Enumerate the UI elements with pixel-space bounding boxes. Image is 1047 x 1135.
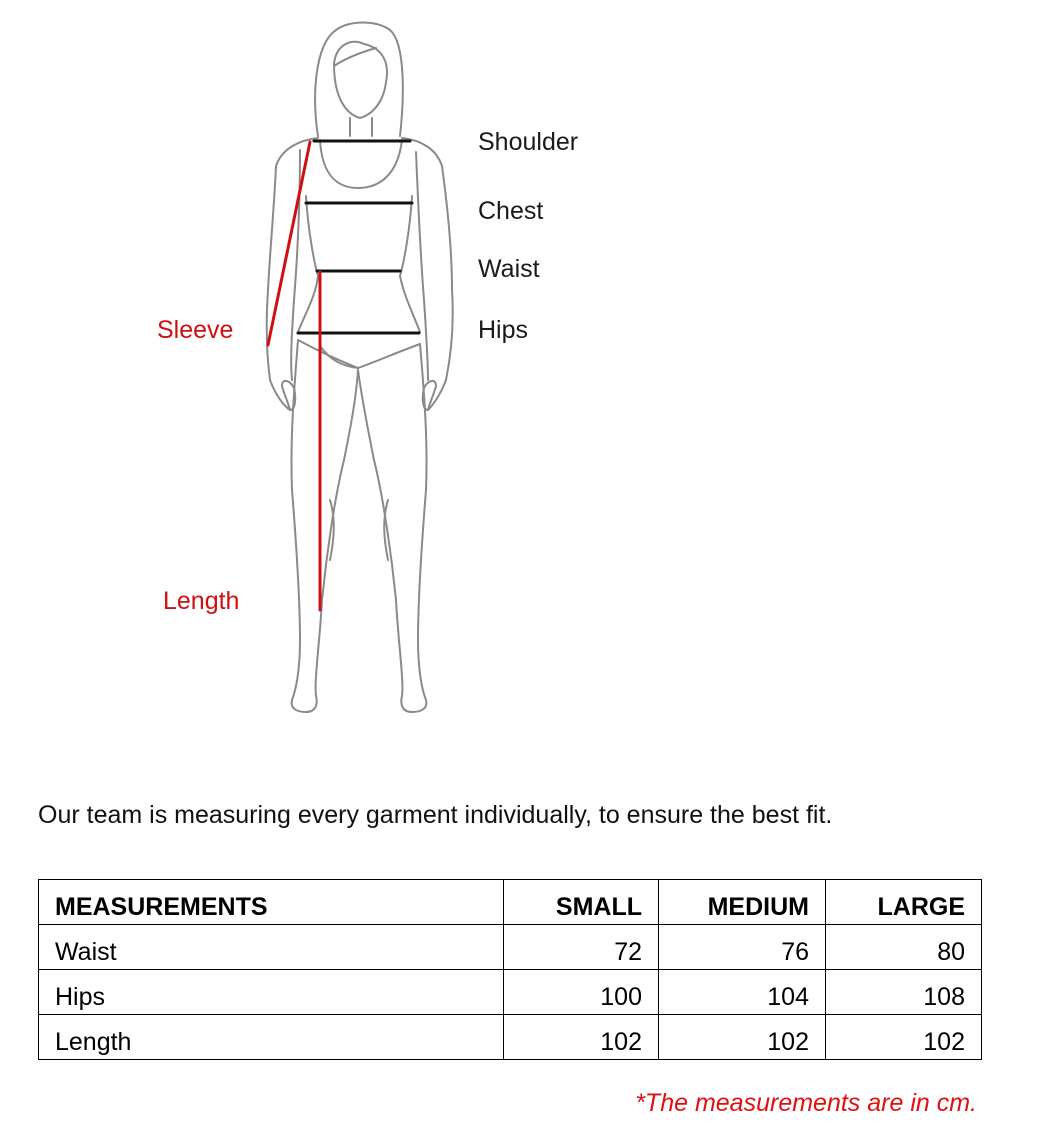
length-label: Length <box>163 587 240 615</box>
header-small: SMALL <box>504 880 659 925</box>
sleeve-label: Sleeve <box>157 316 234 344</box>
header-measurements: MEASUREMENTS <box>39 880 504 925</box>
row-name: Hips <box>39 970 504 1015</box>
measure-lines <box>298 141 419 333</box>
table-row <box>39 925 982 970</box>
cell-medium: 76 <box>659 925 826 970</box>
table-header-row <box>39 880 982 925</box>
cell-medium: 102 <box>659 1015 826 1060</box>
cell-large: 80 <box>826 925 982 970</box>
cell-small: 102 <box>504 1015 659 1060</box>
body-outline <box>267 23 453 713</box>
waist-label: Waist <box>478 255 540 283</box>
shoulder-label: Shoulder <box>478 128 579 156</box>
intro-text: Our team is measuring every garment individually, to ensure the best fit. <box>38 801 833 829</box>
units-footnote: *The measurements are in cm. <box>635 1089 977 1117</box>
table-row <box>39 970 982 1015</box>
sleeve-measure-line <box>268 142 310 345</box>
cell-small: 72 <box>504 925 659 970</box>
cell-small: 100 <box>504 970 659 1015</box>
size-table <box>38 879 982 1060</box>
row-name: Length <box>39 1015 504 1060</box>
header-large: LARGE <box>826 880 982 925</box>
cell-large: 108 <box>826 970 982 1015</box>
red-measure-lines <box>268 142 320 610</box>
hips-label: Hips <box>478 316 529 344</box>
cell-medium: 104 <box>659 970 826 1015</box>
cell-large: 102 <box>826 1015 982 1060</box>
table-row <box>39 1015 982 1060</box>
row-name: Waist <box>39 925 504 970</box>
header-medium: MEDIUM <box>659 880 826 925</box>
chest-label: Chest <box>478 197 544 225</box>
